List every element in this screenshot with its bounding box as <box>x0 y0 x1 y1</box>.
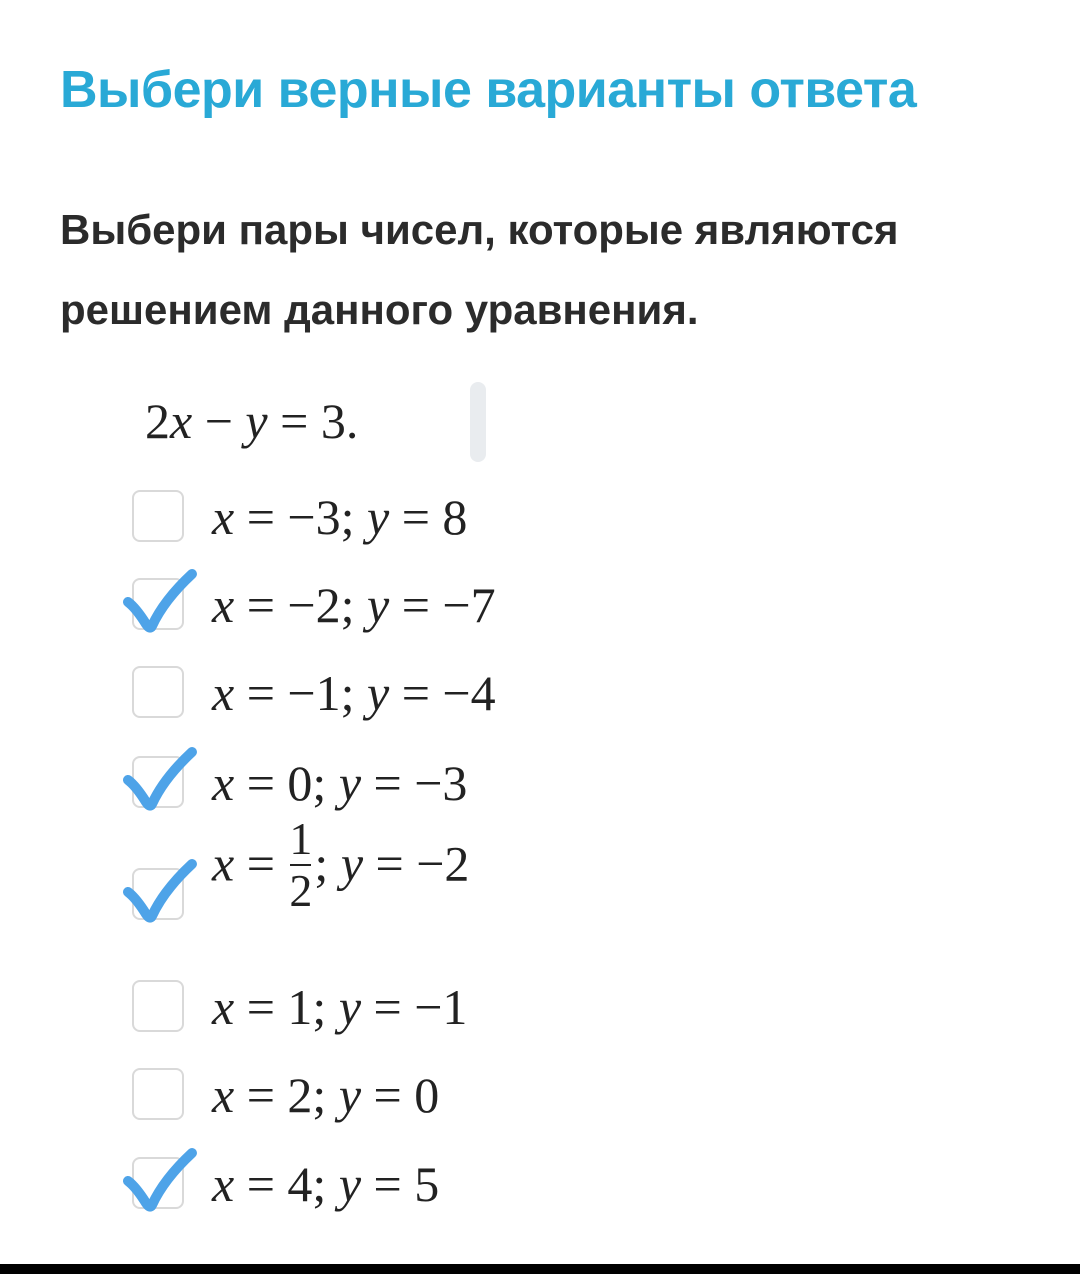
var-x: x <box>212 1156 235 1212</box>
answer-option[interactable] <box>130 664 730 724</box>
handwritten-check-icon <box>122 564 202 640</box>
equation-equals: = <box>280 393 309 449</box>
value-y: −7 <box>442 577 496 633</box>
answer-option[interactable] <box>130 813 730 926</box>
fraction-denominator: 2 <box>289 865 313 916</box>
value-y: −3 <box>414 755 468 811</box>
var-x: x <box>212 577 235 633</box>
value-x: 2 <box>287 1067 313 1123</box>
value-y: 8 <box>442 489 468 545</box>
option-checkbox[interactable] <box>132 1068 184 1120</box>
equation-minus: − <box>204 393 233 449</box>
var-x: x <box>212 1067 235 1123</box>
var-y: y <box>338 1067 362 1123</box>
handwritten-check-icon <box>122 742 202 818</box>
option-label: x = 0; y = −3 <box>212 755 468 811</box>
answer-option[interactable] <box>130 978 730 1038</box>
answer-option[interactable] <box>130 488 730 548</box>
value-x: 0 <box>287 755 313 811</box>
value-y: 0 <box>414 1067 440 1123</box>
value-y: −2 <box>416 835 470 892</box>
var-x: x <box>212 489 235 545</box>
option-checkbox[interactable] <box>132 980 184 1032</box>
value-x: −2 <box>287 577 341 633</box>
var-y: y <box>367 489 390 545</box>
var-x: x <box>212 755 235 811</box>
option-label: x = 4; y = 5 <box>212 1156 440 1212</box>
fraction <box>289 814 312 916</box>
bottom-edge-bar <box>0 1264 1080 1274</box>
handwritten-check-icon <box>122 854 202 930</box>
page-title: Выбери верные варианты ответа <box>60 61 917 119</box>
text-cursor <box>470 382 486 462</box>
option-checkbox[interactable] <box>132 490 184 542</box>
value-x: −1 <box>287 665 341 721</box>
option-label: x = −2; y = −7 <box>212 577 496 633</box>
var-y: y <box>338 979 362 1035</box>
equation-var-y: y <box>245 393 268 449</box>
equation-coef-x: 2 <box>145 393 170 449</box>
fraction-numerator: 1 <box>289 813 313 864</box>
value-y: −1 <box>414 979 468 1035</box>
value-y: −4 <box>442 665 496 721</box>
equation <box>145 392 358 450</box>
answer-option[interactable] <box>130 1066 730 1126</box>
answer-option[interactable] <box>130 1155 730 1215</box>
question-text: Выбери пары чисел, которые являются решением данного уравнения. <box>60 206 899 333</box>
var-y: y <box>338 1156 362 1212</box>
equation-var-x: x <box>170 393 193 449</box>
option-label: x = 1; y = −1 <box>212 979 468 1035</box>
var-x: x <box>212 835 235 892</box>
option-checkbox[interactable] <box>132 666 184 718</box>
value-y: 5 <box>414 1156 440 1212</box>
option-label: x = 2; y = 0 <box>212 1067 440 1123</box>
var-y: y <box>338 755 362 811</box>
value-x: 1 <box>287 979 313 1035</box>
option-label: x = −1; y = −4 <box>212 665 496 721</box>
var-x: x <box>212 979 235 1035</box>
handwritten-check-icon <box>122 1143 202 1219</box>
var-x: x <box>212 665 235 721</box>
var-y: y <box>367 665 390 721</box>
value-x: 4 <box>287 1156 313 1212</box>
option-label: x = $\frac{1}{2}$ ; y = −2 <box>212 813 470 916</box>
var-y: y <box>340 835 364 892</box>
equation-rhs: 3. <box>320 393 359 449</box>
value-x: −3 <box>287 489 341 545</box>
answer-option[interactable] <box>130 576 730 636</box>
option-label: x = −3; y = 8 <box>212 489 468 545</box>
answer-option[interactable] <box>130 754 730 814</box>
var-y: y <box>367 577 390 633</box>
